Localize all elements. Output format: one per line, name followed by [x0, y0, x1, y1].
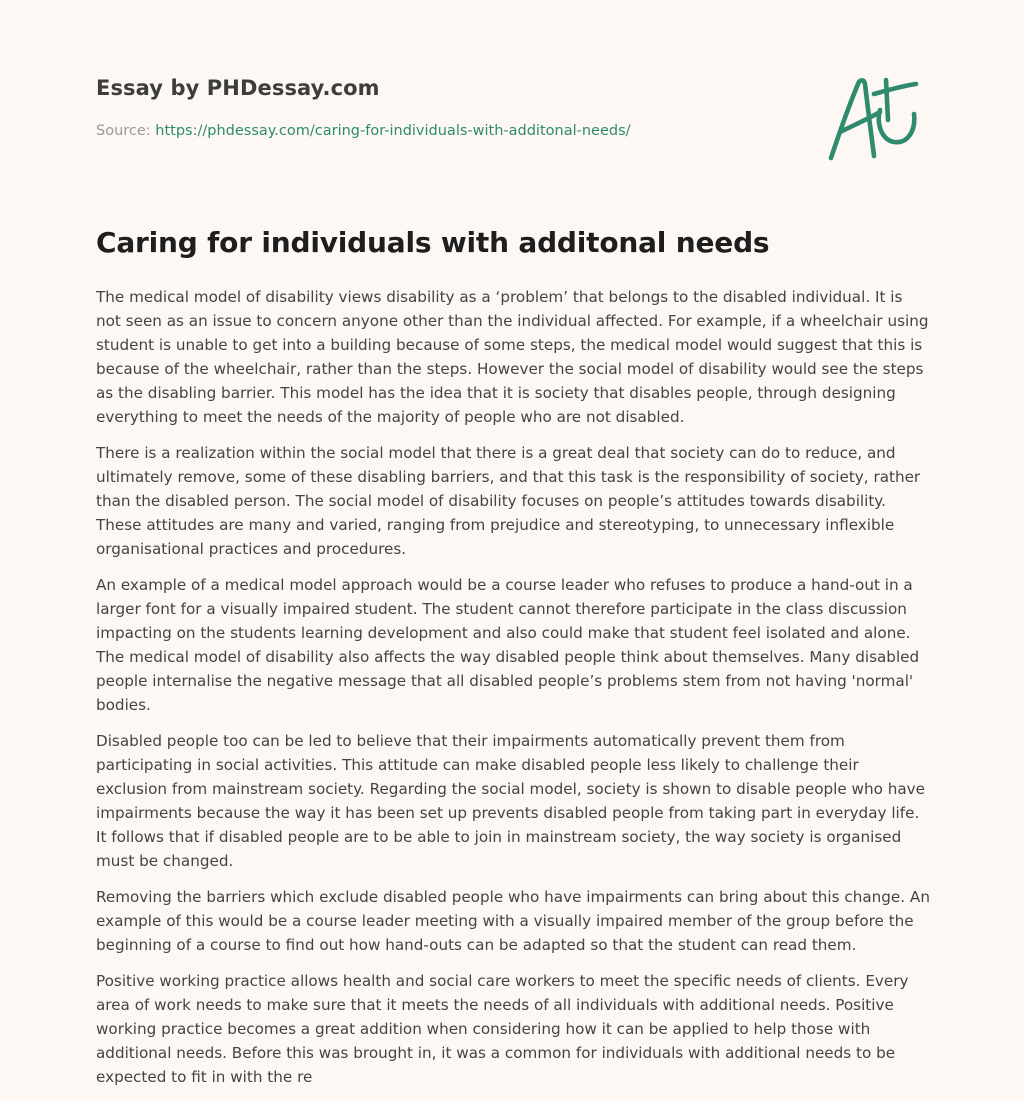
- essay-paragraph: Positive working practice allows health and social care workers to meet the specific needs of clients. Every area of work needs to make sure that it meets the needs of all individuals with additional needs. Positive working practice becomes a great addition when considering how it can be applied to help those with additional needs. Before this was brought in, it was a common for individuals with additional needs to be expected to fit in with the re: [96, 972, 909, 1086]
- essay-paragraph: The medical model of disability views disability as a ‘problem’ that belongs to the disabled individual. It is not seen as an issue to concern anyone other than the individual affected. For example, if a wheelchair using student is unable to get into a building because of some steps, the medical model would suggest that this is because of the wheelchair, rather than the steps. However the social model of disability would see the steps as the disabling barrier. This model has the idea that it is society that disables people, through designing everything to meet the needs of the majority of people who are not disabled.: [96, 288, 929, 426]
- essay-paragraph: There is a realization within the social model that there is a great deal that society can do to reduce, and ultimately remove, some of these disabling barriers, and that this task is the responsibility of society, rather than the disabled person. The social model of disability focuses on people’s attitudes towards disability. These attitudes are many and varied, ranging from prejudice and stereotyping, to unnecessary inflexible organisational practices and procedures.: [96, 444, 921, 558]
- essay-paragraph: Disabled people too can be led to believe that their impairments automatically prevent them from participating in social activities. This attitude can make disabled people less likely to challenge their exclusion from mainstream society. Regarding the social model, society is shown to disable people who have impairments because the way it has been set up prevents disabled people from taking part in everyday life. It follows that if disabled people are to be able to join in mainstream society, the way society is organised must be changed.: [96, 732, 925, 870]
- essay-paragraph: An example of a medical model approach would be a course leader who refuses to produce a hand-out in a larger font for a visually impaired student. The student cannot therefore participate in the class discussion impacting on the students learning development and also could make that student feel isolated and alone. The medical model of disability also affects the way disabled people think about themselves. Many disabled people internalise the negative message that all disabled people’s problems stem from not having 'normal' bodies.: [96, 576, 920, 714]
- essay-paragraph: Removing the barriers which exclude disabled people who have impairments can bring about this change. An example of this would be a course leader meeting with a visually impaired member of the group before the beginning of a course to find out how hand-outs can be adapted so that the student can read them.: [96, 888, 930, 954]
- a-plus-grade-icon: [828, 68, 928, 164]
- source-label: Source:: [96, 123, 151, 139]
- essay-title: Caring for individuals with additonal needs: [96, 226, 770, 259]
- source-line: [96, 123, 631, 139]
- site-title: Essay by PHDessay.com: [96, 76, 380, 100]
- essay-body: [96, 285, 930, 1101]
- source-link[interactable]: https://phdessay.com/caring-for-individuals-with-additonal-needs/: [155, 123, 631, 139]
